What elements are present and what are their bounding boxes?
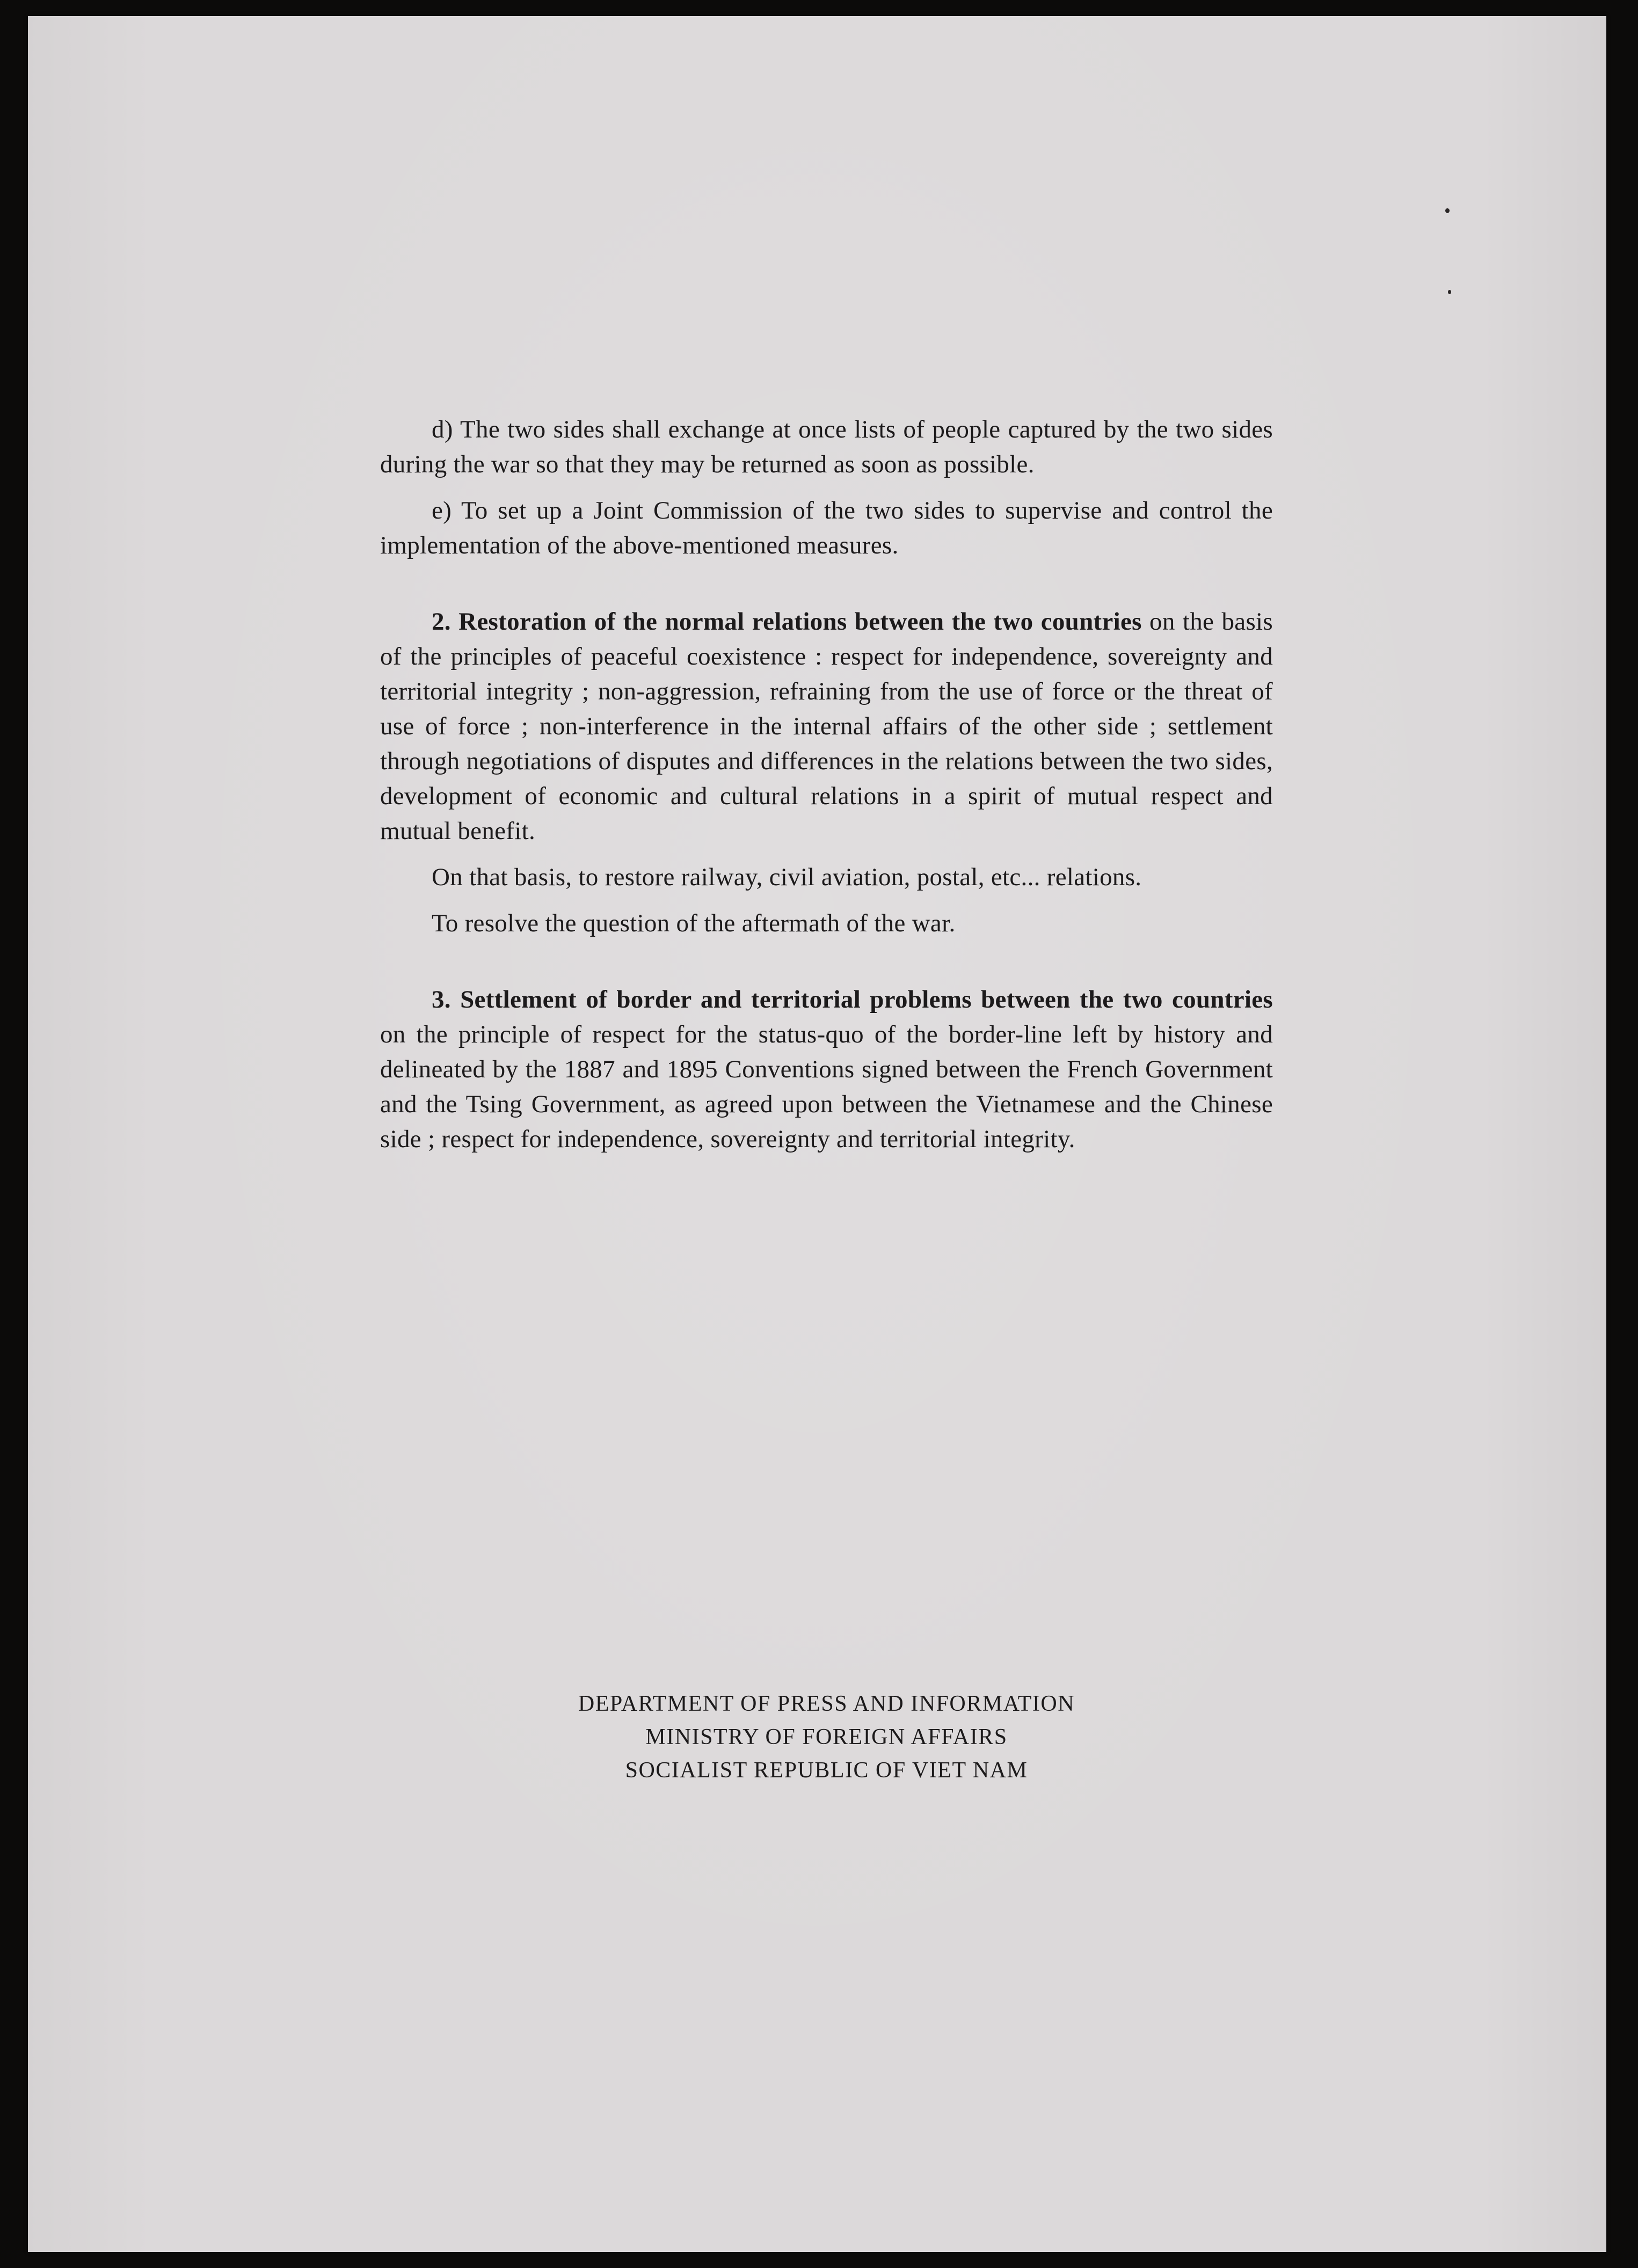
issuer-footer <box>380 1687 1273 1787</box>
paper-speck <box>1445 208 1450 213</box>
footer-department: DEPARTMENT OF PRESS AND INFORMATION <box>578 1691 1075 1716</box>
paragraph-2-basis: On that basis, to restore railway, civil aviation, postal, etc... relations. <box>432 863 1142 891</box>
paragraph-e: e) To set up a Joint Commission of the two sides to supervise and control the implementation of the above-mentioned measures. <box>380 497 1273 559</box>
section-3-body: on the principle of respect for the status-quo of the border-line left by history and delineated by the 1887 and 1895 Conventions signed between the French Government and the Tsing Government, as agreed upon between the Vietnamese and the Chinese side ; respect for independence, sovereignty and territorial integrity. <box>380 1020 1273 1153</box>
document-body <box>380 412 1273 1157</box>
footer-ministry: MINISTRY OF FOREIGN AFFAIRS <box>645 1725 1008 1749</box>
section-2-body: on the basis of the principles of peaceful coexistence : respect for independence, sovereignty and territorial integrity ; non-aggression, refraining from the use of force or the threat of use of force ; non-interference in the internal affairs of the other side ; settlement through negotiations of disputes and differences in the relations between the two sides, development of economic and cultural relations in a spirit of mutual respect and mutual benefit. <box>380 608 1273 845</box>
paragraph-2-resolve: To resolve the question of the aftermath of the war. <box>432 909 956 937</box>
paragraph-3 <box>380 982 1273 1157</box>
paragraph-d: d) The two sides shall exchange at once lists of people captured by the two sides during the war so that they may be returned as soon as possible. <box>380 415 1273 478</box>
footer-country: SOCIALIST REPUBLIC OF VIET NAM <box>625 1758 1028 1783</box>
paragraph-2 <box>380 604 1273 849</box>
section-2-heading: 2. Restoration of the normal relations between the two countries <box>432 608 1142 636</box>
section-3-heading: 3. Settlement of border and territorial problems between the two countries <box>432 986 1273 1013</box>
paper-speck <box>1448 290 1451 294</box>
